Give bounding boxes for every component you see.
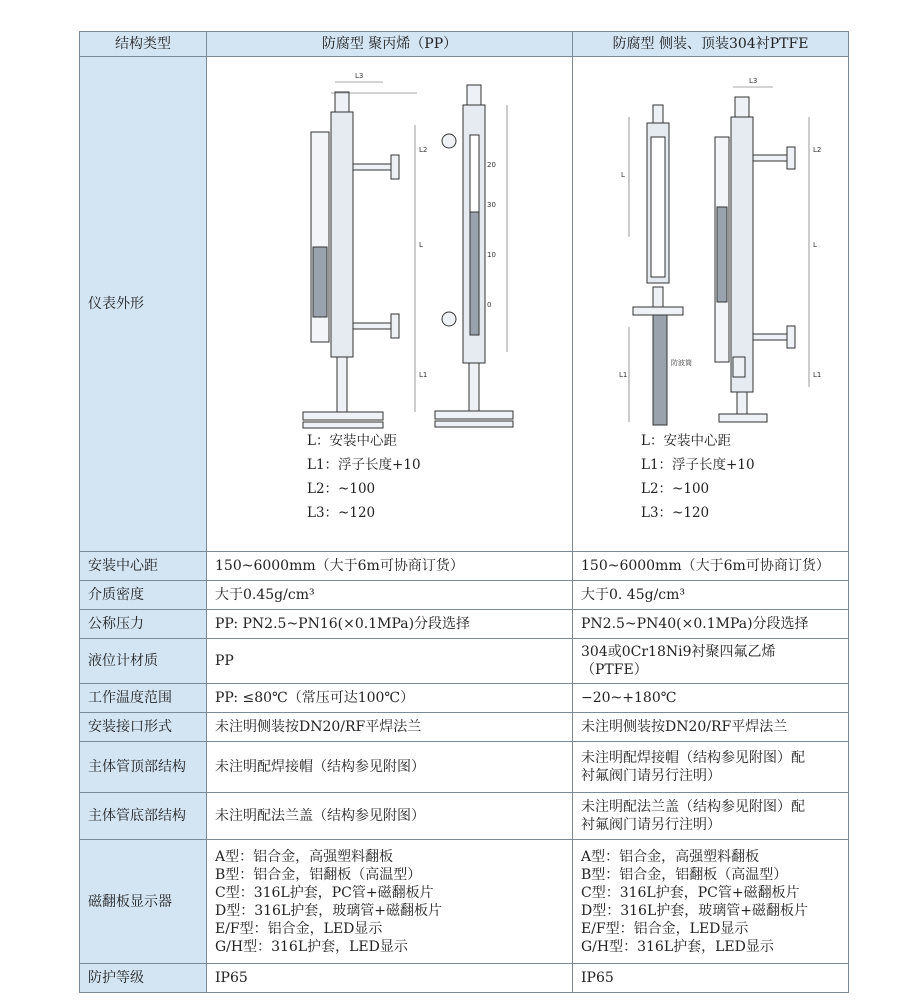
row-label: 安装接口形式 — [80, 713, 207, 742]
ptfe-value: IP65 — [573, 964, 849, 993]
pp-label-L3: L3 — [355, 72, 364, 80]
appearance-row — [80, 57, 849, 552]
table-row — [80, 964, 849, 993]
pp-value: 大于0.45g/cm³ — [207, 581, 573, 610]
ptfe-value: 未注明侧装按DN20/RF平焊法兰 — [573, 713, 849, 742]
ptfe-drawing — [573, 57, 848, 429]
pp-scale-10: 10 — [487, 251, 496, 259]
pp-legend-item: L3：~120 — [307, 505, 376, 521]
pp-value: 150~6000mm（大于6m可协商订货） — [207, 552, 573, 581]
ptfe-label-L1: L1 — [813, 371, 822, 379]
ptfe-value-line: 304或0Cr18Ni9衬聚四氟乙烯 — [581, 644, 776, 660]
table-row — [80, 684, 849, 713]
spec-table — [79, 31, 849, 993]
pp-label-L: L — [419, 241, 423, 249]
pp-value-line: C型：316L护套，PC管+磁翻板片 — [215, 884, 434, 901]
row-label: 主体管底部结构 — [80, 793, 207, 840]
table-row — [80, 840, 849, 964]
ptfe-value: −20~+180℃ — [573, 684, 849, 713]
header-row — [80, 32, 849, 57]
ptfe-legend-item: L2：~100 — [641, 481, 710, 497]
pp-legend-item: L1：浮子长度+10 — [307, 457, 421, 473]
pp-legend-item: L2：~100 — [307, 481, 376, 497]
row-label: 工作温度范围 — [80, 684, 207, 713]
table-row — [80, 610, 849, 639]
table-row — [80, 581, 849, 610]
row-label: 磁翻板显示器 — [80, 840, 207, 964]
table-row — [80, 793, 849, 840]
pp-scale-20: 20 — [487, 161, 496, 169]
ptfe-value-line: 衬氟阀门请另行注明） — [581, 817, 721, 833]
ptfe-value — [573, 793, 849, 840]
header-structure-type: 结构类型 — [80, 32, 207, 57]
ptfe-drawing-cell — [573, 57, 849, 552]
appearance-label: 仪表外形 — [80, 57, 207, 552]
ptfe-value-line: G/H型：316L护套，LED显示 — [581, 938, 774, 955]
ptfe-value — [573, 840, 849, 964]
ptfe-value-line: 未注明配法兰盖（结构参见附图）配 — [581, 799, 805, 815]
ptfe-value — [573, 742, 849, 793]
pp-value-line: G/H型：316L护套，LED显示 — [215, 938, 408, 955]
row-label: 安装中心距 — [80, 552, 207, 581]
pp-scale-0: 0 — [487, 301, 492, 309]
table-row — [80, 552, 849, 581]
pp-label-L2: L2 — [419, 146, 428, 154]
ptfe-legend — [641, 429, 848, 525]
ptfe-legend-item: L1：浮子长度+10 — [641, 457, 755, 473]
ptfe-legend-item: L：安装中心距 — [641, 433, 731, 449]
pp-value: PP: ≤80℃（常压可达100℃） — [207, 684, 573, 713]
row-label: 液位计材质 — [80, 639, 207, 684]
table-row — [80, 742, 849, 793]
row-label: 介质密度 — [80, 581, 207, 610]
pp-value: 未注明配法兰盖（结构参见附图） — [207, 793, 573, 840]
pp-value: 未注明配焊接帽（结构参见附图） — [207, 742, 573, 793]
ptfe-value-line: D型：316L护套，玻璃管+磁翻板片 — [581, 902, 808, 919]
header-ptfe: 防腐型 侧装、顶装304衬PTFE — [573, 32, 849, 57]
ptfe-value-line: （PTFE） — [581, 662, 648, 678]
pp-value: PP — [207, 639, 573, 684]
ptfe-label-L-top: L — [621, 171, 625, 179]
ptfe-wave-tube-label: 防波筒 — [671, 359, 692, 367]
ptfe-value: 150~6000mm（大于6m可协商订货） — [573, 552, 849, 581]
ptfe-legend-item: L3：~120 — [641, 505, 710, 521]
table-row — [80, 713, 849, 742]
ptfe-value-line: 未注明配焊接帽（结构参见附图）配 — [581, 750, 805, 766]
ptfe-value — [573, 639, 849, 684]
ptfe-label-L2: L2 — [813, 146, 822, 154]
pp-value: 未注明侧装按DN20/RF平焊法兰 — [207, 713, 573, 742]
pp-scale-30: 30 — [487, 201, 496, 209]
row-label: 公称压力 — [80, 610, 207, 639]
row-label: 主体管顶部结构 — [80, 742, 207, 793]
ptfe-value-line: A型：铝合金，高强塑料翻板 — [581, 848, 760, 865]
pp-legend — [307, 429, 572, 525]
pp-value-line: D型：316L护套，玻璃管+磁翻板片 — [215, 902, 442, 919]
pp-label-L1: L1 — [419, 371, 428, 379]
pp-drawing-cell — [207, 57, 573, 552]
ptfe-value: PN2.5~PN40(×0.1MPa)分段选择 — [573, 610, 849, 639]
pp-value: PP: PN2.5~PN16(×0.1MPa)分段选择 — [207, 610, 573, 639]
pp-value-line: B型：铝合金，铝翻板（高温型） — [215, 866, 422, 883]
ptfe-value-line: C型：316L护套，PC管+磁翻板片 — [581, 884, 800, 901]
ptfe-value-line: B型：铝合金，铝翻板（高温型） — [581, 866, 788, 883]
pp-legend-item: L：安装中心距 — [307, 433, 397, 449]
pp-value-line: E/F型：铝合金，LED显示 — [215, 920, 383, 937]
pp-value — [207, 840, 573, 964]
pp-value: IP65 — [207, 964, 573, 993]
ptfe-value: 大于0. 45g/cm³ — [573, 581, 849, 610]
header-pp: 防腐型 聚丙烯（PP） — [207, 32, 573, 57]
pp-value-line: A型：铝合金，高强塑料翻板 — [215, 848, 394, 865]
table-row — [80, 639, 849, 684]
ptfe-value-line: 衬氟阀门请另行注明） — [581, 768, 721, 784]
ptfe-label-L1-top: L1 — [619, 371, 628, 379]
ptfe-label-L: L — [813, 241, 817, 249]
row-label: 防护等级 — [80, 964, 207, 993]
ptfe-value-line: E/F型：铝合金，LED显示 — [581, 920, 749, 937]
ptfe-label-L3: L3 — [749, 77, 758, 85]
pp-drawing — [207, 57, 572, 429]
